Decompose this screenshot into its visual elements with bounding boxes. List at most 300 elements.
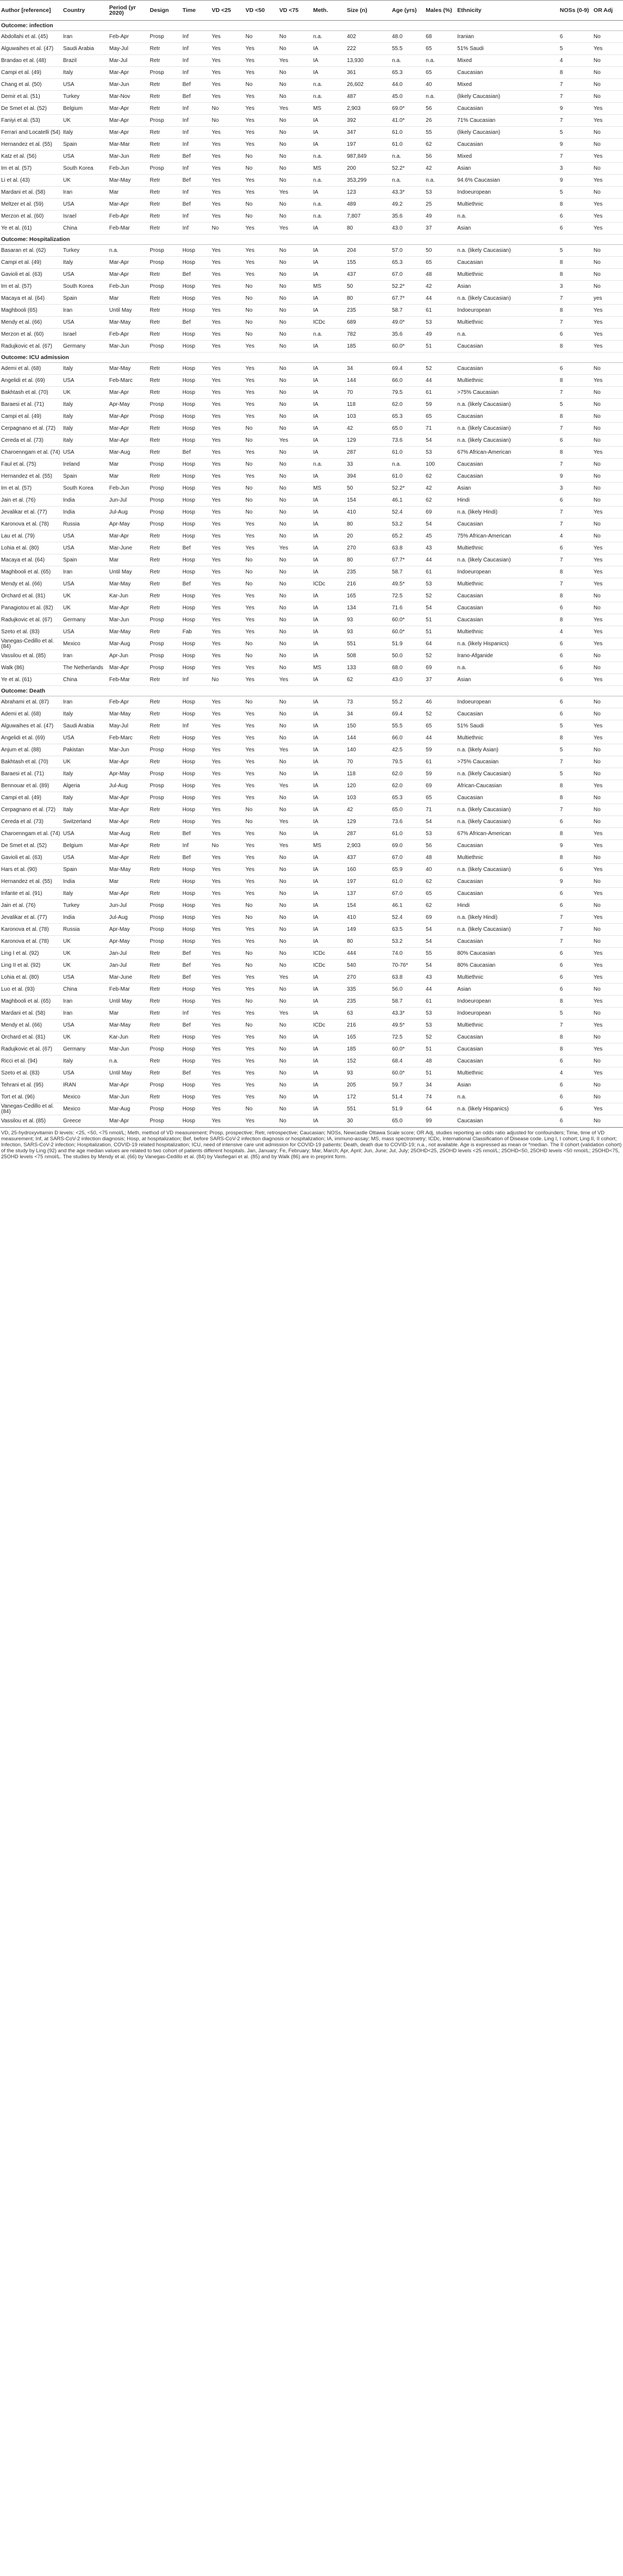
table-cell: 197 <box>346 876 391 888</box>
table-cell: 235 <box>346 996 391 1008</box>
table-cell: Yes <box>593 732 623 744</box>
table-cell: Prosp <box>149 936 182 948</box>
table-cell: Mardani et al. (58) <box>0 187 62 199</box>
table-cell: Yes <box>245 375 278 387</box>
table-cell: Brandao et al. (48) <box>0 55 62 67</box>
table-cell: No <box>593 245 623 257</box>
table-cell: 60.0* <box>391 614 425 626</box>
table-cell: Mixed <box>456 79 559 91</box>
table-cell: 8 <box>559 732 593 744</box>
table-cell: 3 <box>559 163 593 175</box>
table-cell: No <box>593 744 623 756</box>
table-cell: Prosp <box>149 341 182 353</box>
table-cell: Inf <box>182 139 211 151</box>
table-cell: ICDc <box>312 1020 346 1031</box>
column-header: Design <box>149 1 182 21</box>
table-cell: Prosp <box>149 495 182 506</box>
table-cell: Campi et al. (49) <box>0 411 62 423</box>
table-cell: Walk (86) <box>0 662 62 674</box>
table-cell: Hosp <box>182 900 211 912</box>
table-cell: Yes <box>210 744 244 756</box>
table-cell: No <box>278 578 312 590</box>
column-header: Country <box>62 1 108 21</box>
table-cell: No <box>278 341 312 353</box>
table-cell: Retr <box>149 960 182 972</box>
table-cell: Yes <box>593 912 623 924</box>
table-cell: 6 <box>559 972 593 984</box>
table-cell: Mar-Jun <box>108 151 149 163</box>
table-cell: Israel <box>62 211 108 223</box>
table-cell: Mar-Apr <box>108 602 149 614</box>
table-cell: No <box>593 530 623 542</box>
table-row <box>0 1055 623 1067</box>
table-cell: Retr <box>149 1067 182 1079</box>
table-cell: 61 <box>425 756 456 768</box>
table-cell: No <box>593 1115 623 1127</box>
table-cell: 222 <box>346 43 391 55</box>
table-cell: No <box>593 1091 623 1103</box>
table-cell: No <box>278 626 312 638</box>
table-cell: 55.2 <box>391 696 425 708</box>
table-cell: Yes <box>210 329 244 341</box>
table-cell: No <box>278 518 312 530</box>
table-cell: No <box>593 257 623 269</box>
table-cell: 6 <box>559 816 593 828</box>
table-cell: No <box>593 31 623 43</box>
table-cell: IA <box>312 744 346 756</box>
table-cell: 57.0 <box>391 245 425 257</box>
table-cell: Apr-May <box>108 518 149 530</box>
table-row <box>0 732 623 744</box>
table-cell: Inf <box>182 163 211 175</box>
table-cell: Mar-Apr <box>108 411 149 423</box>
table-cell: 8 <box>559 792 593 804</box>
table-cell: Prosp <box>149 1043 182 1055</box>
table-cell: 49.0* <box>391 317 425 329</box>
table-cell: Yes <box>245 852 278 864</box>
table-cell: 8 <box>559 67 593 79</box>
table-cell: Yes <box>593 317 623 329</box>
table-cell: n.a. <box>312 329 346 341</box>
table-row <box>0 483 623 495</box>
table-cell: Yes <box>245 103 278 115</box>
table-cell: Hosp <box>182 257 211 269</box>
table-cell: 45.0 <box>391 91 425 103</box>
table-cell: 7 <box>559 924 593 936</box>
table-cell: UK <box>62 175 108 187</box>
table-cell: 270 <box>346 972 391 984</box>
table-cell: 61 <box>425 387 456 399</box>
table-cell: Retr <box>149 852 182 864</box>
table-cell: Yes <box>593 864 623 876</box>
table-cell: IA <box>312 816 346 828</box>
table-cell: Mar-Apr <box>108 756 149 768</box>
table-cell: Abdollahi et al. (45) <box>0 31 62 43</box>
table-cell: Hosp <box>182 518 211 530</box>
table-cell: UK <box>62 115 108 127</box>
table-row <box>0 187 623 199</box>
table-cell: Belgium <box>62 103 108 115</box>
table-cell: 79.5 <box>391 756 425 768</box>
table-cell: 5 <box>559 768 593 780</box>
table-cell: n.a. <box>425 175 456 187</box>
table-cell: Orchard et al. (81) <box>0 1031 62 1043</box>
column-header: Author [reference] <box>0 1 62 21</box>
table-cell: 51 <box>425 341 456 353</box>
table-cell: IA <box>312 936 346 948</box>
table-cell: Hosp <box>182 816 211 828</box>
table-cell: No <box>278 67 312 79</box>
table-cell: Yes <box>245 1008 278 1020</box>
table-cell: 51.9 <box>391 638 425 650</box>
table-cell: No <box>245 459 278 471</box>
table-cell: 7 <box>559 936 593 948</box>
table-cell: IA <box>312 638 346 650</box>
table-row <box>0 139 623 151</box>
table-cell: No <box>210 840 244 852</box>
table-cell: IA <box>312 1091 346 1103</box>
table-cell: Yes <box>245 411 278 423</box>
table-cell: 60.0* <box>391 1067 425 1079</box>
table-cell: 3 <box>559 281 593 293</box>
table-cell: Multiethnic <box>456 1020 559 1031</box>
table-cell: Luo et al. (93) <box>0 984 62 996</box>
table-cell: Yes <box>593 447 623 459</box>
table-cell: Yes <box>210 924 244 936</box>
table-cell: Inf <box>182 840 211 852</box>
table-cell: Yes <box>210 55 244 67</box>
table-cell: No <box>278 912 312 924</box>
table-cell: Yes <box>593 626 623 638</box>
table-cell: Yes <box>210 91 244 103</box>
table-cell: 65 <box>425 411 456 423</box>
table-cell: No <box>593 768 623 780</box>
table-cell: Tort et al. (96) <box>0 1091 62 1103</box>
table-cell: Mar-Apr <box>108 127 149 139</box>
table-cell: IA <box>312 1079 346 1091</box>
table-cell: 154 <box>346 495 391 506</box>
table-cell: 52.2* <box>391 163 425 175</box>
table-cell: Yes <box>593 720 623 732</box>
table-cell: Multiethnic <box>456 317 559 329</box>
table-cell: Multiethnic <box>456 578 559 590</box>
table-cell: IA <box>312 674 346 686</box>
table-cell: Mar-June <box>108 542 149 554</box>
table-cell: No <box>593 792 623 804</box>
table-cell: No <box>593 696 623 708</box>
table-cell: Prosp <box>149 411 182 423</box>
table-cell: Mar-Aug <box>108 828 149 840</box>
table-cell: Yes <box>210 530 244 542</box>
table-cell: Mexico <box>62 638 108 650</box>
table-cell: 7 <box>559 317 593 329</box>
table-cell: Yes <box>245 67 278 79</box>
table-cell: IA <box>312 245 346 257</box>
table-cell: India <box>62 876 108 888</box>
table-cell: China <box>62 223 108 234</box>
table-cell: MS <box>312 163 346 175</box>
table-cell: Germany <box>62 614 108 626</box>
table-cell: Vassilou et al. (85) <box>0 1115 62 1127</box>
table-row <box>0 900 623 912</box>
table-cell: 118 <box>346 768 391 780</box>
table-cell: No <box>245 79 278 91</box>
table-cell: 55.5 <box>391 720 425 732</box>
table-row <box>0 1115 623 1127</box>
table-cell: Retr <box>149 828 182 840</box>
table-cell: 9 <box>559 139 593 151</box>
table-row <box>0 888 623 900</box>
table-cell: Hosp <box>182 506 211 518</box>
table-cell: Karonova et al. (78) <box>0 936 62 948</box>
table-cell: Bef <box>182 151 211 163</box>
table-cell: IA <box>312 708 346 720</box>
table-cell: Until May <box>108 305 149 317</box>
table-cell: Yes <box>245 269 278 281</box>
table-cell: Asian <box>456 223 559 234</box>
table-cell: No <box>278 293 312 305</box>
table-cell: Multiethnic <box>456 269 559 281</box>
table-cell: No <box>278 1055 312 1067</box>
table-cell: Yes <box>245 1079 278 1091</box>
table-cell: Mar-Jun <box>108 1091 149 1103</box>
table-cell: n.a. <box>312 151 346 163</box>
table-cell: No <box>245 31 278 43</box>
table-cell: No <box>278 199 312 211</box>
table-cell: Yes <box>210 447 244 459</box>
table-cell: Yes <box>245 1091 278 1103</box>
table-cell: n.a. <box>391 55 425 67</box>
table-cell: 46.1 <box>391 495 425 506</box>
table-cell: IA <box>312 756 346 768</box>
table-cell: Retr <box>149 199 182 211</box>
table-cell: Yes <box>210 984 244 996</box>
table-cell: IA <box>312 828 346 840</box>
table-cell: No <box>278 387 312 399</box>
table-cell: IA <box>312 187 346 199</box>
table-cell: Irano-Afganide <box>456 650 559 662</box>
table-cell: Retr <box>149 151 182 163</box>
table-cell: n.a. (likely Hindi) <box>456 506 559 518</box>
table-cell: Retr <box>149 542 182 554</box>
table-cell: Yes <box>593 566 623 578</box>
table-row <box>0 1043 623 1055</box>
table-cell: Retr <box>149 626 182 638</box>
table-cell: Yes <box>245 530 278 542</box>
table-cell: 6 <box>559 1055 593 1067</box>
table-cell: Mendy et al. (66) <box>0 578 62 590</box>
table-cell: 51 <box>425 614 456 626</box>
table-cell: No <box>593 399 623 411</box>
table-cell: 65 <box>425 257 456 269</box>
table-cell: Yes <box>210 1008 244 1020</box>
table-cell: Hosp <box>182 1031 211 1043</box>
table-cell: No <box>278 506 312 518</box>
table-cell: No <box>593 650 623 662</box>
table-cell: Jul-Aug <box>108 912 149 924</box>
table-row <box>0 375 623 387</box>
table-cell: Brazil <box>62 55 108 67</box>
table-cell: 42 <box>425 483 456 495</box>
table-cell: 6 <box>559 888 593 900</box>
table-cell: Hosp <box>182 375 211 387</box>
table-cell: 35.6 <box>391 211 425 223</box>
table-cell: Hosp <box>182 483 211 495</box>
table-cell: 69 <box>425 506 456 518</box>
table-cell: Yes <box>245 614 278 626</box>
table-cell: IA <box>312 602 346 614</box>
table-cell: 8 <box>559 1043 593 1055</box>
table-cell: Hosp <box>182 708 211 720</box>
table-cell: 51 <box>425 626 456 638</box>
table-cell: 75% African-American <box>456 530 559 542</box>
table-cell: No <box>245 554 278 566</box>
table-cell: No <box>278 732 312 744</box>
table-cell: Cereda et al. (73) <box>0 435 62 447</box>
table-cell: 7 <box>559 79 593 91</box>
table-cell: No <box>278 471 312 483</box>
table-cell: Iran <box>62 305 108 317</box>
table-cell: n.a. <box>456 329 559 341</box>
table-cell: 6 <box>559 662 593 674</box>
table-cell: Alguwaihes et al. (47) <box>0 43 62 55</box>
table-cell: n.a. <box>391 151 425 163</box>
table-cell: Retr <box>149 471 182 483</box>
table-cell: Hosp <box>182 305 211 317</box>
table-cell: No <box>593 495 623 506</box>
table-cell: No <box>278 139 312 151</box>
table-cell: Retr <box>149 55 182 67</box>
table-cell: Retr <box>149 602 182 614</box>
table-cell: Yes <box>245 972 278 984</box>
table-cell: Mar-Apr <box>108 888 149 900</box>
table-cell: Ye et al. (61) <box>0 223 62 234</box>
table-cell: 8 <box>559 780 593 792</box>
table-cell: Yes <box>210 780 244 792</box>
table-cell: 160 <box>346 864 391 876</box>
table-cell: Bef <box>182 79 211 91</box>
table-cell: Yes <box>593 103 623 115</box>
table-cell: UK <box>62 1031 108 1043</box>
table-cell: Mardani et al. (58) <box>0 1008 62 1020</box>
table-cell: No <box>593 804 623 816</box>
table-cell: Mar <box>108 459 149 471</box>
table-cell: Yes <box>245 187 278 199</box>
table-cell: Caucasian <box>456 459 559 471</box>
table-cell: Yes <box>245 792 278 804</box>
table-row <box>0 768 623 780</box>
table-cell: 69 <box>425 912 456 924</box>
table-cell: Multiethnic <box>456 199 559 211</box>
table-cell: Yes <box>245 602 278 614</box>
table-cell: Yes <box>593 960 623 972</box>
table-row <box>0 602 623 614</box>
table-cell: Lau et al. (79) <box>0 530 62 542</box>
table-cell: 61.0 <box>391 139 425 151</box>
table-cell: Yes <box>245 924 278 936</box>
table-cell: Feb-Jun <box>108 163 149 175</box>
table-cell: Abrahami et al. (87) <box>0 696 62 708</box>
studies-table <box>0 0 623 1127</box>
table-cell: Yes <box>245 115 278 127</box>
table-row <box>0 554 623 566</box>
table-cell: Retr <box>149 79 182 91</box>
table-cell: Retr <box>149 1091 182 1103</box>
table-cell: Yes <box>210 638 244 650</box>
table-cell: 42 <box>346 423 391 435</box>
table-cell: 8 <box>559 305 593 317</box>
table-cell: IA <box>312 471 346 483</box>
table-cell: n.a. (likely Caucasian) <box>456 245 559 257</box>
table-cell: No <box>593 411 623 423</box>
table-cell: Caucasian <box>456 67 559 79</box>
table-cell: Yes <box>278 55 312 67</box>
table-row <box>0 650 623 662</box>
table-cell: Yes <box>593 151 623 163</box>
table-cell: Retr <box>149 804 182 816</box>
table-cell: 489 <box>346 199 391 211</box>
table-cell: Multiethnic <box>456 626 559 638</box>
table-cell: No <box>593 67 623 79</box>
table-cell: Retr <box>149 387 182 399</box>
table-cell: 40 <box>425 864 456 876</box>
table-cell: Yes <box>245 828 278 840</box>
table-cell: Caucasian <box>456 257 559 269</box>
table-cell: 4 <box>559 1067 593 1079</box>
table-cell: Mar-Apr <box>108 67 149 79</box>
table-row <box>0 341 623 353</box>
table-cell: n.a. (likely Caucasian) <box>456 435 559 447</box>
table-row <box>0 317 623 329</box>
table-cell: Mar-Apr <box>108 199 149 211</box>
table-cell: Charoenngam et al. (74) <box>0 828 62 840</box>
table-cell: 6 <box>559 984 593 996</box>
table-cell: Until May <box>108 1067 149 1079</box>
table-cell: Feb-Marc <box>108 375 149 387</box>
table-cell: No <box>245 566 278 578</box>
table-cell: 361 <box>346 67 391 79</box>
table-cell: n.a. (likely Caucasian) <box>456 293 559 305</box>
table-cell: No <box>245 293 278 305</box>
table-cell: Prosp <box>149 900 182 912</box>
table-cell: 72.5 <box>391 1031 425 1043</box>
table-cell: African-Caucasian <box>456 780 559 792</box>
table-cell: n.a. <box>312 175 346 187</box>
table-cell: 197 <box>346 139 391 151</box>
table-cell: 51.4 <box>391 1091 425 1103</box>
table-row <box>0 708 623 720</box>
table-cell: 9 <box>559 471 593 483</box>
table-cell: Saudi Arabia <box>62 720 108 732</box>
table-cell: Greece <box>62 1115 108 1127</box>
table-cell: 33 <box>346 459 391 471</box>
table-cell: Asian <box>456 483 559 495</box>
table-cell: Caucasian <box>456 936 559 948</box>
table-cell: n.a. <box>312 199 346 211</box>
table-cell: Jul-Aug <box>108 506 149 518</box>
table-cell: Yes <box>245 91 278 103</box>
table-cell: Yes <box>210 696 244 708</box>
table-cell: 66.0 <box>391 732 425 744</box>
table-cell: Macaya et al. (64) <box>0 554 62 566</box>
table-cell: 44 <box>425 732 456 744</box>
table-cell: Yes <box>278 744 312 756</box>
table-cell: n.a. (likely Caucasian) <box>456 804 559 816</box>
table-cell: 34 <box>346 708 391 720</box>
table-row <box>0 506 623 518</box>
table-cell: Until May <box>108 566 149 578</box>
table-cell: Tehrani et al. (95) <box>0 1079 62 1091</box>
